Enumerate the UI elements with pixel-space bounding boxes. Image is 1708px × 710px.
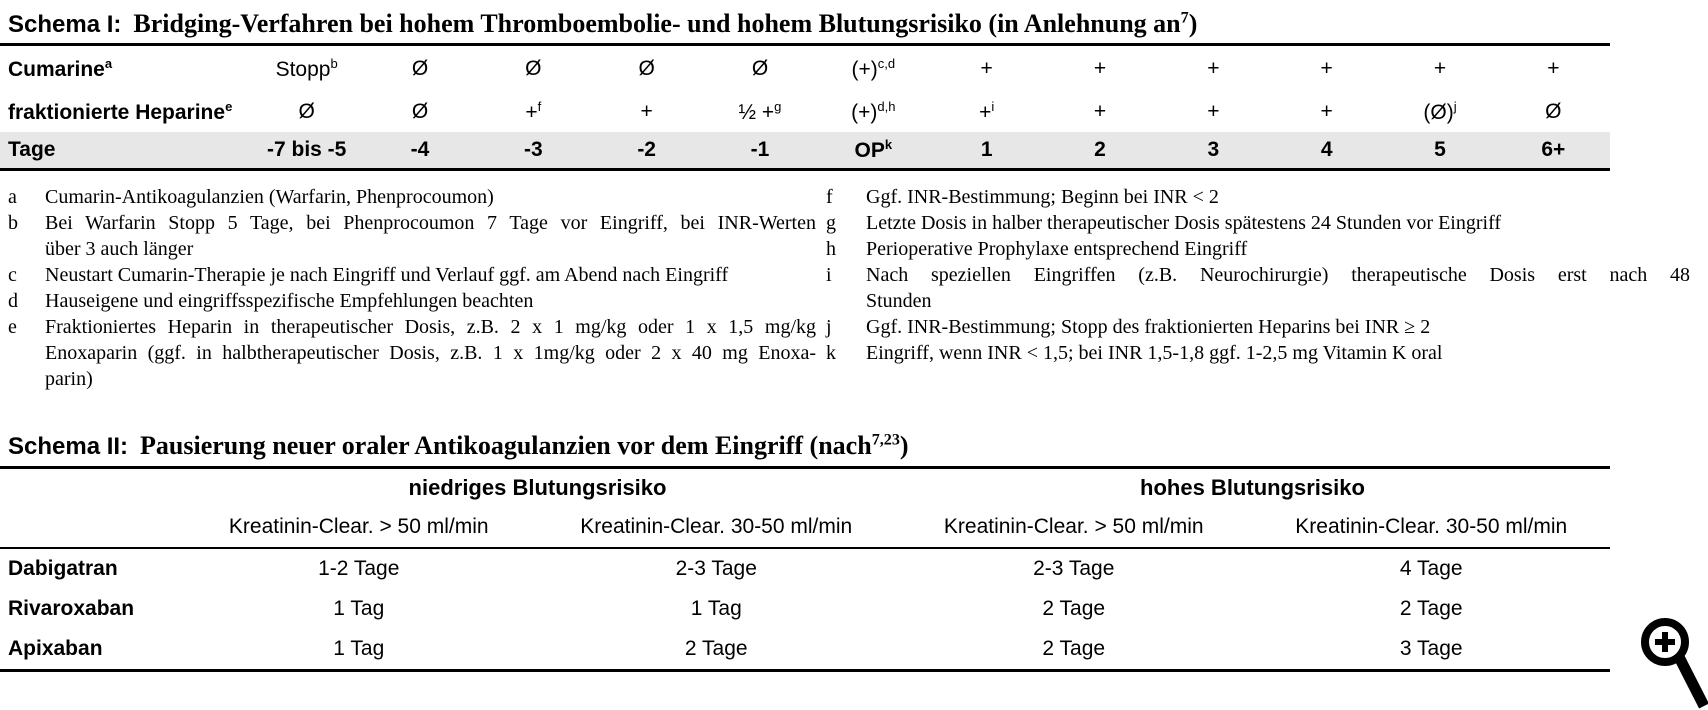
schema2-title — [0, 431, 1708, 461]
cell-text: + — [1093, 57, 1107, 80]
schema2-group-header-row — [0, 469, 1610, 507]
zoom-in-icon[interactable] — [1634, 608, 1708, 710]
table-cell — [363, 100, 476, 124]
table-row — [0, 92, 1610, 132]
row-label: Dabigatran — [8, 557, 118, 580]
footnote-letter: i — [826, 264, 832, 286]
footnote-text: Perioperative Prophylaxe entsprechend Eingriff — [866, 238, 1248, 260]
table-cell — [590, 100, 703, 124]
table-cell — [703, 57, 816, 81]
footnote-letter — [8, 342, 45, 368]
cell-text: -4 — [410, 138, 430, 161]
footnote-text: Fraktioniertes Heparin in therapeutischer Dosis, z.B. 2 x 1 mg/kg oder 1 x 1,5 mg/kg — [45, 316, 816, 338]
row-label-text: Cumarine — [8, 58, 105, 81]
table-cell — [817, 137, 930, 163]
cell-text: + — [1320, 100, 1333, 123]
table-cell: 1 Tag — [690, 597, 742, 620]
cell-superscript: i — [991, 99, 995, 114]
schema2-group-low-risk: niedriges Blutungsrisiko — [408, 475, 667, 500]
table-cell: 1 Tag — [333, 597, 385, 620]
schema2-title-main: Pausierung neuer oraler Antikoagulanzien vor dem Eingriff (nach — [140, 431, 872, 460]
row-label-text: fraktionierte Heparine — [8, 101, 226, 124]
schema1-title-main: Bridging-Verfahren bei hohem Thromboembolie- und hohem Blutungsrisiko (in Anlehnung an — [133, 9, 1181, 38]
cell-superscript: j — [1453, 99, 1457, 114]
footnote-letter — [826, 368, 866, 394]
table-row — [0, 629, 1610, 669]
table-cell — [817, 56, 930, 82]
table-cell — [1497, 100, 1610, 124]
cell-text: 4 — [1320, 138, 1333, 161]
schema2-title-label: Schema II: — [8, 433, 129, 460]
footnote-text: parin) — [45, 368, 93, 390]
table-cell — [1270, 138, 1383, 162]
footnote-letter — [826, 290, 866, 316]
table-cell — [1043, 138, 1156, 162]
footnote-text — [866, 368, 1700, 394]
footnote-letter — [8, 238, 45, 264]
table-cell — [1157, 100, 1270, 124]
table-cell — [477, 138, 590, 162]
table-cell — [477, 99, 590, 125]
footnote-text: Bei Warfarin Stopp 5 Tage, bei Phenprocoumon 7 Tage vor Eingriff, bei INR-Werten — [45, 212, 816, 234]
schema1-title-ref-superscript: 7 — [1180, 9, 1189, 27]
cell-text: + — [980, 57, 993, 80]
schema2-bottom-rule — [0, 669, 1610, 672]
cell-text: (+) — [851, 58, 878, 81]
footnote-text: Ggf. INR-Bestimmung; Beginn bei INR < 2 — [866, 186, 1219, 208]
table-cell: 2 Tage — [1399, 597, 1463, 620]
cell-text: -7 bis -5 — [266, 138, 347, 161]
cell-text: -2 — [637, 138, 656, 161]
table-cell: 2 Tage — [684, 637, 748, 660]
table-cell: 2 Tage — [1042, 637, 1106, 660]
row-label — [0, 99, 250, 125]
cell-superscript: c,d — [877, 56, 896, 71]
schema2-title-text — [140, 431, 909, 461]
cell-text: Ø — [411, 100, 429, 123]
table-row — [0, 549, 1610, 589]
cell-text: Ø — [298, 100, 315, 123]
row-label — [0, 138, 250, 162]
table-cell — [1383, 57, 1496, 81]
table-cell — [703, 138, 816, 162]
table-cell — [930, 138, 1043, 162]
schema2-table — [0, 549, 1708, 669]
footnote-letter: j — [826, 316, 832, 338]
schema2-title-ref-superscript: 7,23 — [871, 431, 900, 449]
footnote-text: Letzte Dosis in halber therapeutischer Dosis spätestens 24 Stunden vor Eingriff — [866, 212, 1502, 234]
cell-text: OP — [854, 139, 885, 162]
schema1-bottom-rule — [0, 168, 1610, 171]
table-cell: 3 Tage — [1399, 637, 1463, 660]
footnote-text: über 3 auch länger — [45, 238, 194, 260]
cell-superscript: f — [537, 99, 542, 114]
cell-text: + — [525, 101, 538, 124]
cell-text: -1 — [750, 138, 770, 161]
table-cell — [1043, 100, 1156, 124]
cell-text: Ø — [751, 57, 769, 80]
cell-text: 6+ — [1541, 138, 1566, 161]
schema2-group-high-risk: hohes Blutungsrisiko — [1140, 475, 1365, 500]
row-label-superscript: a — [104, 56, 113, 71]
table-cell — [477, 57, 590, 81]
footnote-letter: d — [8, 290, 18, 312]
footnote-letter: k — [826, 342, 836, 364]
table-cell — [703, 99, 816, 125]
schema2-subheader: Kreatinin-Clear. > 50 ml/min — [228, 515, 489, 538]
schema1-table — [0, 46, 1708, 168]
schema2-subheader: Kreatinin-Clear. 30-50 ml/min — [1295, 515, 1568, 538]
table-cell — [1157, 138, 1270, 162]
table-cell — [1497, 138, 1610, 162]
table-cell — [1157, 57, 1270, 81]
schema2-subheader: Kreatinin-Clear. > 50 ml/min — [943, 515, 1204, 538]
cell-text: Stopp — [275, 58, 331, 81]
footnote-letter: g — [826, 212, 836, 234]
cell-superscript: d,h — [877, 99, 896, 114]
cell-text: ½ + — [738, 101, 775, 124]
schema2-subheader-row — [0, 507, 1610, 547]
footnote-text: Neustart Cumarin-Therapie je nach Eingriff und Verlauf ggf. am Abend nach Eingriff — [45, 264, 729, 286]
table-cell — [930, 57, 1043, 81]
table-cell: 2-3 Tage — [675, 557, 757, 580]
table-cell — [817, 99, 930, 125]
footnote-letter: a — [8, 186, 17, 208]
footnote-text: Enoxaparin (ggf. in halbtherapeutischer Dosis, z.B. 1 x 1mg/kg oder 2 x 40 mg Enoxa- — [45, 342, 816, 364]
cell-text: Ø — [638, 57, 655, 80]
cell-text: 5 — [1434, 138, 1446, 161]
table-cell — [250, 100, 363, 124]
cell-text: + — [1433, 57, 1447, 80]
table-cell — [363, 138, 476, 162]
footnote-text: Cumarin-Antikoagulanzien (Warfarin, Phenprocoumon) — [45, 186, 494, 208]
cell-text: 2 — [1094, 138, 1106, 161]
schema1-title-label: Schema I: — [8, 11, 122, 38]
table-cell — [250, 138, 363, 162]
footnote-text: Nach speziellen Eingriffen (z.B. Neurochirurgie) therapeutische Dosis erst nach 48 — [866, 264, 1690, 286]
footnote-letter: f — [826, 186, 833, 208]
cell-text: 1 — [980, 138, 993, 161]
table-cell — [1270, 100, 1383, 124]
schema1-title-text — [133, 9, 1197, 39]
cell-text: + — [1320, 57, 1333, 80]
table-cell — [1270, 57, 1383, 81]
footnote-text: Ggf. INR-Bestimmung; Stopp des fraktionierten Heparins bei INR ≥ 2 — [866, 316, 1431, 338]
cell-text: Ø — [1545, 100, 1562, 123]
table-cell — [1383, 138, 1496, 162]
footnote-text: Eingriff, wenn INR < 1,5; bei INR 1,5-1,8 ggf. 1-2,5 mg Vitamin K oral — [866, 342, 1443, 364]
table-cell — [1383, 99, 1496, 125]
table-cell — [930, 99, 1043, 125]
row-label — [0, 56, 250, 82]
schema1-title-close: ) — [1188, 9, 1198, 38]
cell-text: + — [1093, 100, 1107, 123]
footnote-letter: c — [8, 264, 17, 286]
cell-superscript: b — [330, 56, 338, 71]
table-cell: 1-2 Tage — [318, 557, 400, 580]
cell-text: + — [1547, 57, 1560, 80]
table-cell: 4 Tage — [1399, 557, 1463, 580]
schema2-subheader: Kreatinin-Clear. 30-50 ml/min — [580, 515, 853, 538]
table-cell — [363, 57, 476, 81]
table-cell — [590, 138, 703, 162]
cell-text: + — [1207, 100, 1220, 123]
cell-text: Ø — [411, 57, 429, 80]
table-cell: 2-3 Tage — [1033, 557, 1115, 580]
cell-text: -3 — [523, 138, 543, 161]
cell-superscript: g — [774, 99, 782, 114]
footnote-letter — [8, 368, 45, 394]
footnote-letter: b — [8, 212, 18, 234]
cell-text: + — [979, 101, 992, 124]
cell-text: + — [640, 100, 653, 123]
table-row — [0, 46, 1610, 92]
footnote-text: Stunden — [866, 290, 932, 312]
footnote-letter: h — [826, 238, 836, 260]
table-row — [0, 589, 1610, 629]
cell-text: Ø — [525, 57, 542, 80]
cell-text: + — [1207, 57, 1220, 80]
table-cell — [1497, 57, 1610, 81]
table-cell: 2 Tage — [1042, 597, 1106, 620]
row-label-text: Tage — [8, 138, 56, 161]
schema1-footnotes — [8, 186, 1700, 394]
table-cell — [1043, 57, 1156, 81]
cell-superscript: k — [884, 137, 893, 152]
row-label: Rivaroxaban — [8, 597, 135, 620]
schema2-section — [0, 431, 1708, 672]
schema2-title-close: ) — [899, 431, 909, 460]
tage-row — [0, 132, 1610, 168]
table-cell: 1 Tag — [333, 637, 385, 660]
cell-text: (+) — [851, 101, 878, 124]
cell-text: 3 — [1207, 138, 1220, 161]
footnote-letter: e — [8, 316, 17, 338]
row-label-superscript: e — [225, 99, 233, 114]
cell-text: (Ø) — [1423, 101, 1454, 124]
row-label: Apixaban — [8, 637, 103, 660]
table-cell — [250, 56, 363, 82]
schema1-title — [0, 9, 1708, 39]
table-cell — [590, 57, 703, 81]
footnote-text: Hauseigene und eingriffsspezifische Empfehlungen beachten — [45, 290, 534, 312]
